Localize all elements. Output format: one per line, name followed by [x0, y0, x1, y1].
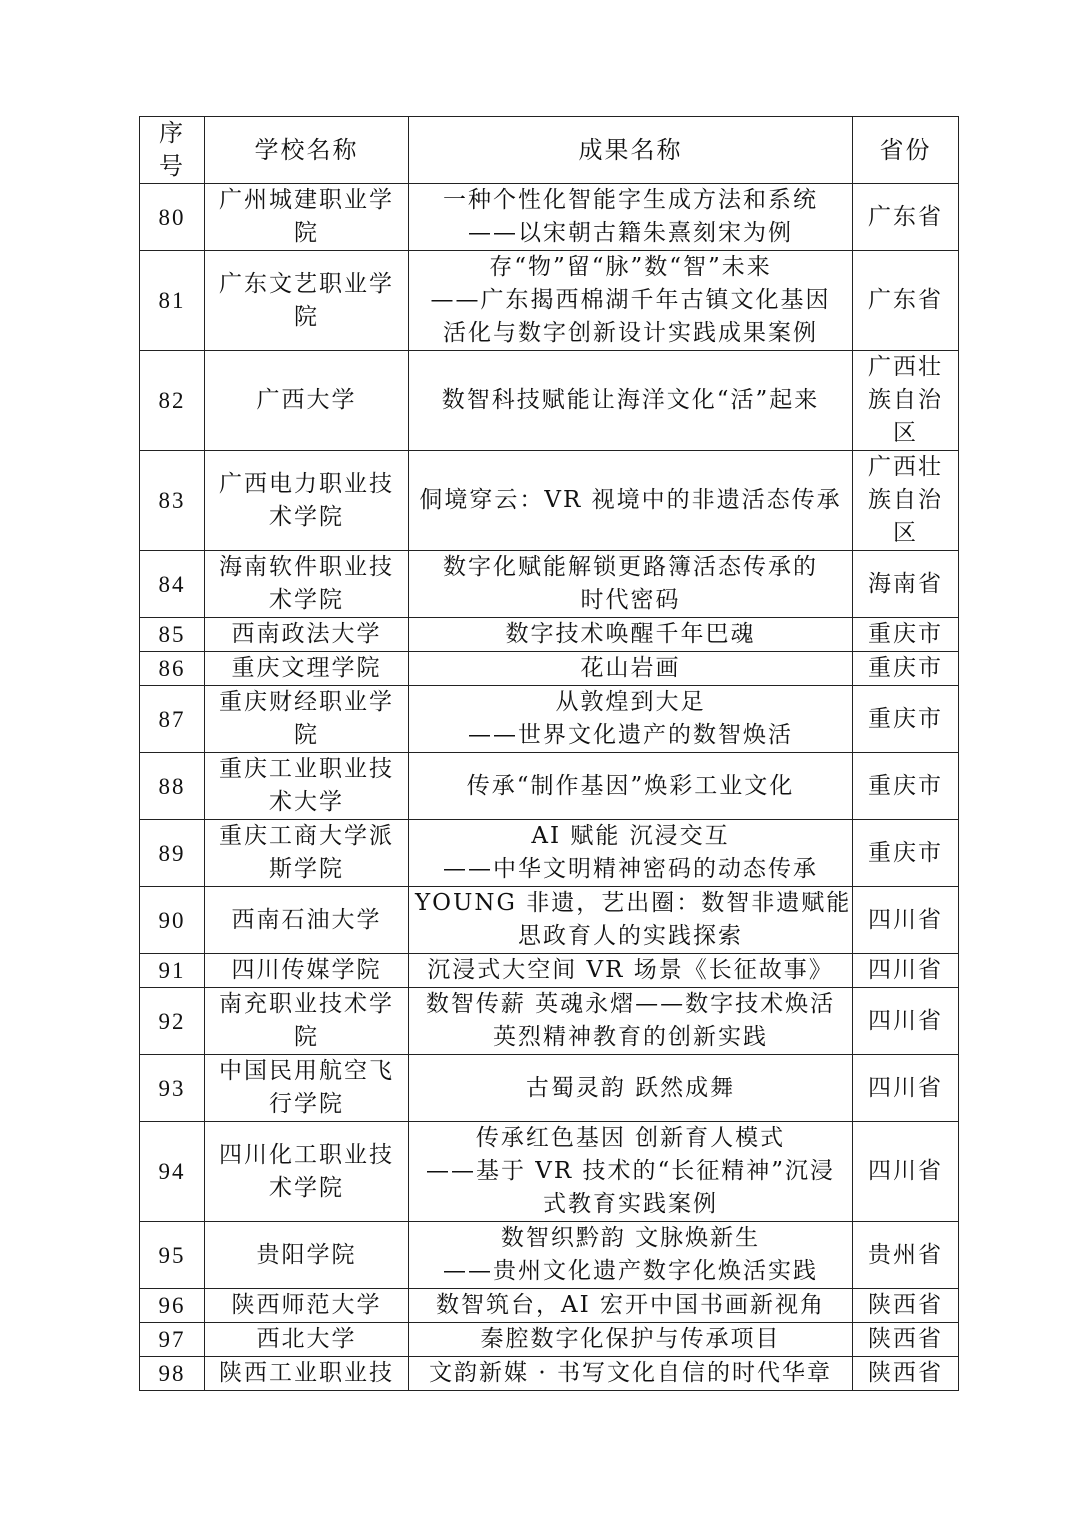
- cell-line: 传承红色基因 创新育人模式: [475, 1125, 786, 1151]
- table-body: [140, 184, 959, 1391]
- school-name-cell: [205, 1122, 409, 1222]
- row-number: 87: [140, 686, 205, 753]
- cell-line: 陕西师范大学: [231, 1292, 382, 1318]
- school-name-cell: [205, 1323, 409, 1357]
- school-name-cell: [205, 753, 409, 820]
- cell-line: 四川省: [868, 1007, 943, 1034]
- achievement-title-cell: [409, 1289, 853, 1323]
- table-row: [140, 887, 959, 954]
- table-header-row: [140, 117, 959, 184]
- province-cell: [853, 954, 959, 988]
- cell-line: 院: [294, 220, 319, 246]
- row-number: 96: [140, 1289, 205, 1323]
- cell-line: 重庆市: [868, 621, 943, 647]
- cell-line: 数字化赋能解锁更路簿活态传承的: [443, 554, 818, 580]
- achievement-title-cell: [409, 351, 853, 451]
- province-cell: [853, 1357, 959, 1391]
- table-row: [140, 652, 959, 686]
- province-cell: [853, 988, 959, 1055]
- achievement-title-cell: [409, 1055, 853, 1122]
- cell-line: 文韵新媒 · 书写文化自信的时代华章: [429, 1360, 832, 1386]
- cell-line: 贵州省: [868, 1241, 943, 1268]
- achievement-title-cell: [409, 184, 853, 251]
- achievement-title-cell: [409, 451, 853, 551]
- school-name-cell: [205, 618, 409, 652]
- school-name-cell: [205, 988, 409, 1055]
- cell-line: 重庆市: [868, 655, 943, 681]
- achievement-title-cell: [409, 1122, 853, 1222]
- province-cell: [853, 686, 959, 753]
- row-number: 93: [140, 1055, 205, 1122]
- province-cell: [853, 251, 959, 351]
- cell-line: 西南政法大学: [231, 621, 382, 647]
- school-name-cell: [205, 686, 409, 753]
- province-cell: [853, 618, 959, 652]
- province-cell: [853, 184, 959, 251]
- table-row: [140, 184, 959, 251]
- cell-line: 陕西省: [868, 1326, 943, 1352]
- row-number: 82: [140, 351, 205, 451]
- cell-line: 广东省: [868, 203, 943, 230]
- cell-line: 广西壮: [868, 454, 943, 480]
- cell-line: 斯学院: [269, 856, 344, 882]
- cell-line: 广西壮: [868, 354, 943, 380]
- cell-line: AI 赋能 沉浸交互: [531, 823, 730, 849]
- cell-line: 广西电力职业技: [219, 470, 394, 497]
- row-number: 85: [140, 618, 205, 652]
- cell-line: 西北大学: [256, 1326, 357, 1352]
- cell-line: ——世界文化遗产的数智焕活: [468, 722, 793, 748]
- row-number: 92: [140, 988, 205, 1055]
- row-number: 83: [140, 451, 205, 551]
- cell-line: 海南软件职业技: [219, 554, 394, 580]
- row-number: 98: [140, 1357, 205, 1391]
- row-number: 90: [140, 887, 205, 954]
- province-cell: [853, 652, 959, 686]
- province-cell: [853, 1122, 959, 1222]
- cell-line: 区: [893, 420, 918, 446]
- cell-line: 英烈精神教育的创新实践: [493, 1024, 768, 1050]
- cell-line: 重庆工业职业技: [219, 756, 394, 782]
- cell-line: 陕西省: [868, 1292, 943, 1318]
- province-cell: [853, 1289, 959, 1323]
- cell-line: 重庆财经职业学: [219, 689, 394, 715]
- cell-line: 四川省: [868, 1074, 943, 1101]
- row-number: 86: [140, 652, 205, 686]
- table-row: [140, 820, 959, 887]
- results-table: [139, 116, 959, 1391]
- school-name-cell: [205, 1222, 409, 1289]
- school-name-cell: [205, 184, 409, 251]
- school-name-cell: [205, 251, 409, 351]
- cell-line: 贵阳学院: [256, 1241, 357, 1268]
- cell-line: 西南石油大学: [231, 906, 382, 933]
- row-number: 84: [140, 551, 205, 618]
- achievement-title-cell: [409, 1222, 853, 1289]
- row-number: 91: [140, 954, 205, 988]
- table-row: [140, 251, 959, 351]
- cell-line: 四川化工职业技: [219, 1141, 394, 1168]
- row-number: 88: [140, 753, 205, 820]
- school-name-cell: [205, 1289, 409, 1323]
- header-achievement: 成果名称: [409, 117, 853, 184]
- cell-line: 院: [294, 1024, 319, 1050]
- cell-line: 数字技术唤醒千年巴魂: [505, 621, 756, 647]
- cell-line: 院: [294, 722, 319, 748]
- cell-line: 四川传媒学院: [231, 957, 382, 983]
- header-index: 序 号: [140, 117, 205, 184]
- achievement-title-cell: [409, 618, 853, 652]
- cell-line: 式教育实践案例: [543, 1191, 718, 1217]
- cell-line: 术学院: [269, 503, 344, 530]
- cell-line: 重庆工商大学派: [219, 823, 394, 849]
- cell-line: 秦腔数字化保护与传承项目: [480, 1326, 781, 1352]
- cell-line: 重庆市: [868, 839, 943, 866]
- achievement-title-cell: [409, 1323, 853, 1357]
- province-cell: [853, 451, 959, 551]
- cell-line: 院: [294, 303, 319, 330]
- cell-line: 重庆市: [868, 705, 943, 732]
- table-row: [140, 1289, 959, 1323]
- cell-line: ——基于 VR 技术的“长征精神”沉浸: [425, 1158, 836, 1184]
- cell-line: 数智筑台，AI 宏开中国书画新视角: [435, 1292, 825, 1318]
- school-name-cell: [205, 954, 409, 988]
- cell-line: 术大学: [269, 789, 344, 815]
- achievement-title-cell: [409, 988, 853, 1055]
- table-row: [140, 988, 959, 1055]
- province-cell: [853, 753, 959, 820]
- table-row: [140, 1357, 959, 1391]
- header-school: 学校名称: [205, 117, 409, 184]
- cell-line: 花山岩画: [580, 655, 681, 681]
- cell-line: 海南省: [868, 570, 943, 597]
- cell-line: 古蜀灵韵 跃然成舞: [525, 1074, 736, 1101]
- cell-line: 思政育人的实践探索: [518, 923, 743, 949]
- achievement-title-cell: [409, 753, 853, 820]
- cell-line: 四川省: [868, 906, 943, 933]
- table-row: [140, 954, 959, 988]
- cell-line: ——中华文明精神密码的动态传承: [443, 856, 818, 882]
- cell-line: 数智传薪 英魂永熠——数字技术焕活: [425, 991, 836, 1017]
- cell-line: 行学院: [269, 1091, 344, 1117]
- table-row: [140, 1122, 959, 1222]
- table-row: [140, 551, 959, 618]
- row-number: 94: [140, 1122, 205, 1222]
- table-row: [140, 1222, 959, 1289]
- header-province: 省份: [853, 117, 959, 184]
- achievement-title-cell: [409, 686, 853, 753]
- province-cell: [853, 1222, 959, 1289]
- achievement-title-cell: [409, 551, 853, 618]
- cell-line: 族自治: [868, 487, 943, 513]
- row-number: 89: [140, 820, 205, 887]
- cell-line: 区: [893, 520, 918, 546]
- cell-line: 族自治: [868, 387, 943, 413]
- cell-line: 数智科技赋能让海洋文化“活”起来: [441, 387, 820, 413]
- cell-line: 广东文艺职业学: [219, 270, 394, 297]
- cell-line: 活化与数字创新设计实践成果案例: [443, 320, 818, 346]
- table-row: [140, 1323, 959, 1357]
- school-name-cell: [205, 820, 409, 887]
- cell-line: 术学院: [269, 1174, 344, 1201]
- cell-line: 中国民用航空飞: [219, 1058, 394, 1084]
- province-cell: [853, 551, 959, 618]
- cell-line: 重庆文理学院: [231, 655, 382, 681]
- table-row: [140, 618, 959, 652]
- row-number: 97: [140, 1323, 205, 1357]
- achievement-title-cell: [409, 954, 853, 988]
- cell-line: 重庆市: [868, 772, 943, 799]
- cell-line: 广州城建职业学: [219, 187, 394, 213]
- achievement-title-cell: [409, 251, 853, 351]
- cell-line: 四川省: [868, 957, 943, 983]
- table-row: [140, 451, 959, 551]
- cell-line: 四川省: [868, 1158, 943, 1184]
- province-cell: [853, 820, 959, 887]
- cell-line: 陕西工业职业技: [219, 1360, 394, 1386]
- school-name-cell: [205, 1357, 409, 1391]
- cell-line: 时代密码: [580, 587, 681, 613]
- cell-line: 广西大学: [256, 387, 357, 413]
- table-row: [140, 686, 959, 753]
- cell-line: 南充职业技术学: [219, 991, 394, 1017]
- cell-line: ——以宋朝古籍朱熹刻宋为例: [468, 220, 793, 246]
- table-row: [140, 1055, 959, 1122]
- cell-line: 广东省: [868, 287, 943, 313]
- achievement-title-cell: [409, 652, 853, 686]
- school-name-cell: [205, 1055, 409, 1122]
- cell-line: ——贵州文化遗产数字化焕活实践: [443, 1258, 818, 1284]
- row-number: 80: [140, 184, 205, 251]
- achievement-title-cell: [409, 1357, 853, 1391]
- province-cell: [853, 1323, 959, 1357]
- school-name-cell: [205, 887, 409, 954]
- achievement-title-cell: [409, 820, 853, 887]
- school-name-cell: [205, 451, 409, 551]
- cell-line: 传承“制作基因”焕彩工业文化: [466, 772, 795, 799]
- cell-line: 从敦煌到大足: [555, 689, 706, 715]
- school-name-cell: [205, 351, 409, 451]
- table-row: [140, 753, 959, 820]
- province-cell: [853, 887, 959, 954]
- cell-line: 术学院: [269, 587, 344, 613]
- row-number: 95: [140, 1222, 205, 1289]
- province-cell: [853, 351, 959, 451]
- row-number: 81: [140, 251, 205, 351]
- table-row: [140, 351, 959, 451]
- cell-line: ——广东揭西棉湖千年古镇文化基因: [430, 287, 831, 313]
- cell-line: 存“物”留“脉”数“智”未来: [489, 254, 772, 280]
- province-cell: [853, 1055, 959, 1122]
- cell-line: 一种个性化智能字生成方法和系统: [443, 187, 818, 213]
- cell-line: 数智织黔韵 文脉焕新生: [500, 1225, 761, 1251]
- cell-line: YOUNG 非遗，艺出圈：数智非遗赋能: [415, 890, 852, 916]
- cell-line: 沉浸式大空间 VR 场景《长征故事》: [427, 957, 834, 983]
- school-name-cell: [205, 551, 409, 618]
- cell-line: 陕西省: [868, 1360, 943, 1386]
- achievement-title-cell: [409, 887, 853, 954]
- school-name-cell: [205, 652, 409, 686]
- cell-line: 侗境穿云：VR 视境中的非遗活态传承: [419, 487, 842, 513]
